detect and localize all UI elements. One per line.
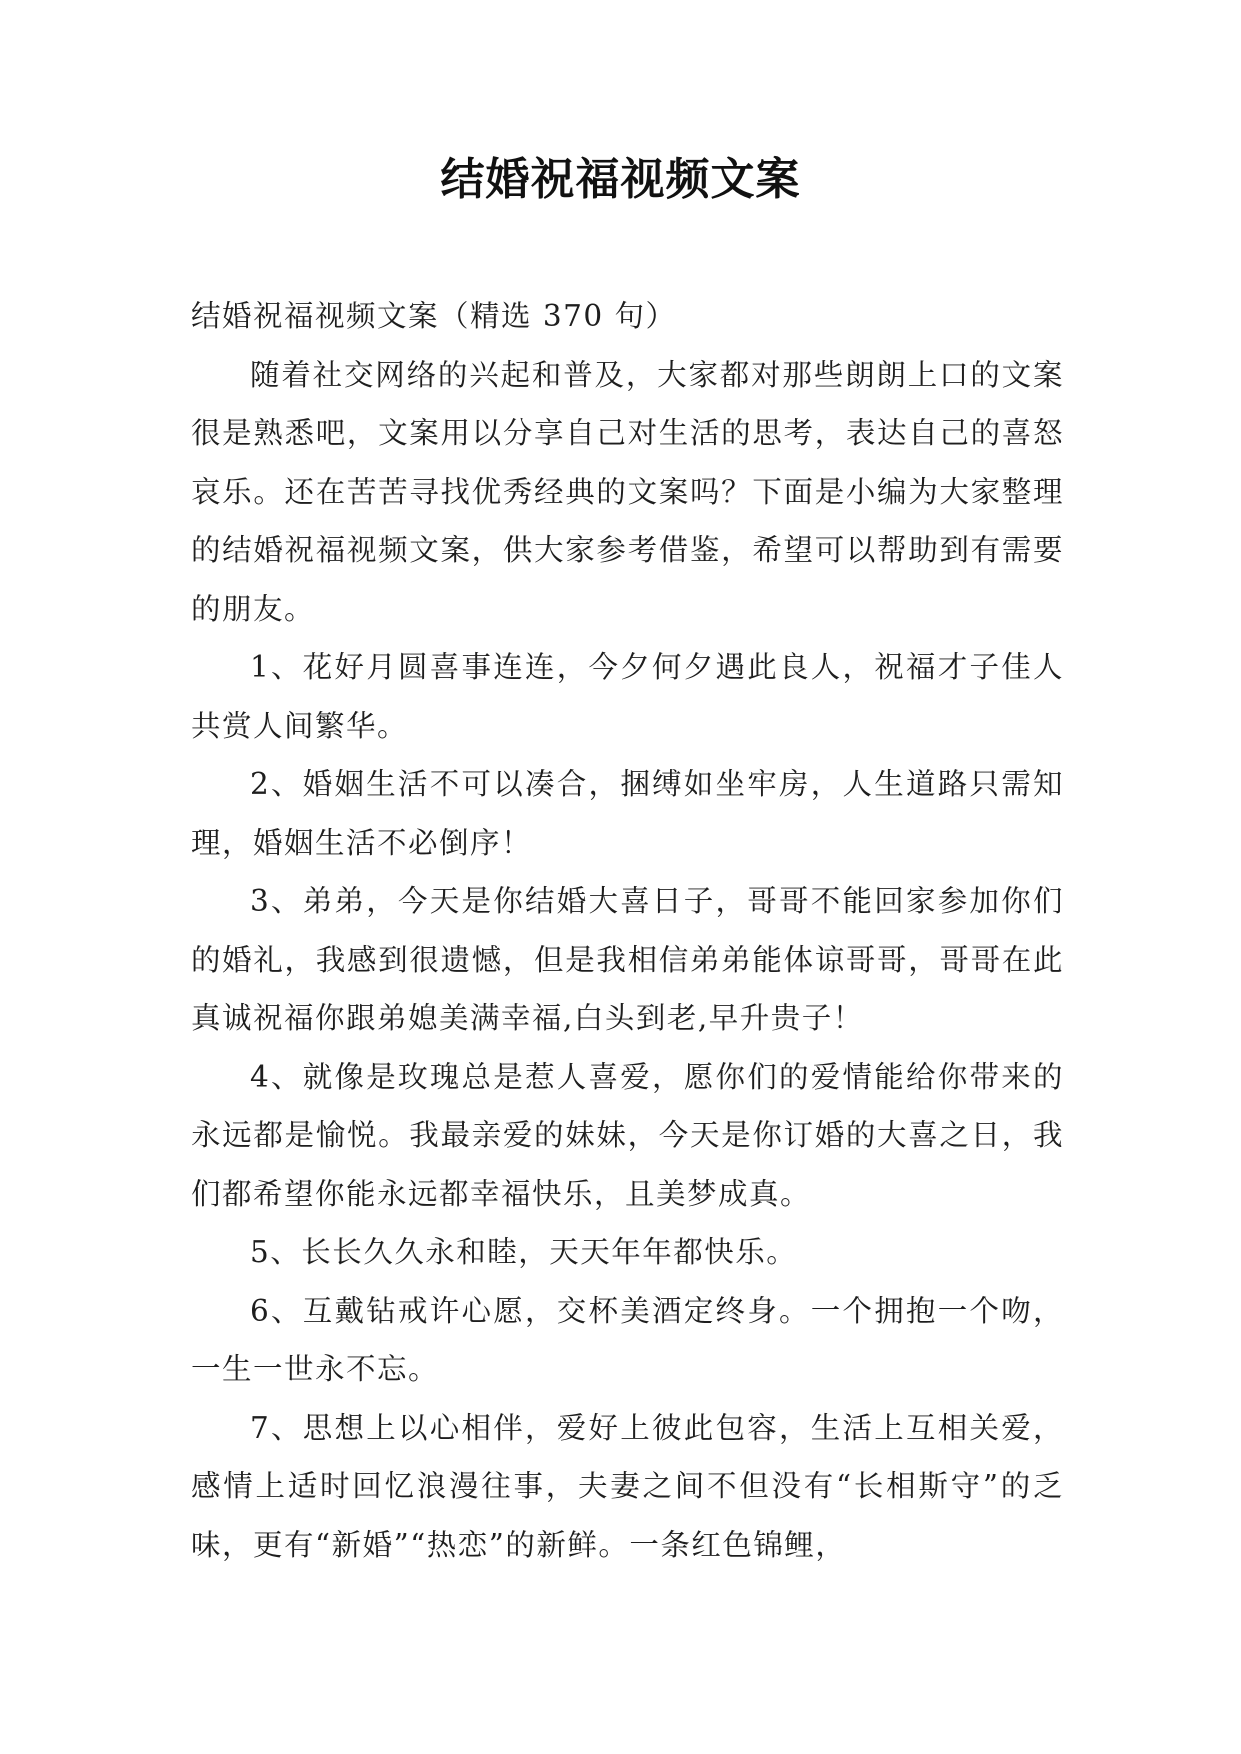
list-item: 4、就像是玫瑰总是惹人喜爱，愿你们的爱情能给你带来的永远都是愉悦。我最亲爱的妹妹，今天是你订婚的大喜之日，我们都希望你能永远都幸福快乐，且美梦成真。 xyxy=(191,1059,1064,1211)
list-item: 7、思想上以心相伴，爱好上彼此包容，生活上互相关爱，感情上适时回忆浪漫往事，夫妻之间不但没有“长相斯守”的乏味，更有“新婚”“热恋”的新鲜。一条红色锦鲤， xyxy=(191,1410,1064,1562)
list-item: 2、婚姻生活不可以凑合，捆缚如坐牢房，人生道路只需知理，婚姻生活不必倒序！ xyxy=(191,767,1064,860)
list-item: 1、花好月圆喜事连连，今夕何夕遇此良人，祝福才子佳人共赏人间繁华。 xyxy=(191,650,1064,743)
document-subtitle: 结婚祝福视频文案（精选 370 句） xyxy=(191,299,677,333)
document-title: 结婚祝福视频文案 xyxy=(440,154,801,205)
list-item: 5、长长久久永和睦，天天年年都快乐。 xyxy=(250,1235,798,1269)
list-item: 3、弟弟，今天是你结婚大喜日子，哥哥不能回家参加你们的婚礼，我感到很遗憾，但是我相信弟弟能体谅哥哥，哥哥在此真诚祝福你跟弟媳美满幸福,白头到老,早升贵子！ xyxy=(191,884,1064,1035)
intro-paragraph: 随着社交网络的兴起和普及，大家都对那些朗朗上口的文案很是熟悉吧，文案用以分享自己对生活的思考，表达自己的喜怒哀乐。还在苦苦寻找优秀经典的文案吗？下面是小编为大家整理的结婚祝福视频文案，供大家参考借鉴，希望可以帮助到有需要的朋友。 xyxy=(191,357,1064,626)
document-body xyxy=(191,287,1064,1574)
list-item: 6、互戴钻戒许心愿，交杯美酒定终身。一个拥抱一个吻，一生一世永不忘。 xyxy=(191,1293,1064,1386)
